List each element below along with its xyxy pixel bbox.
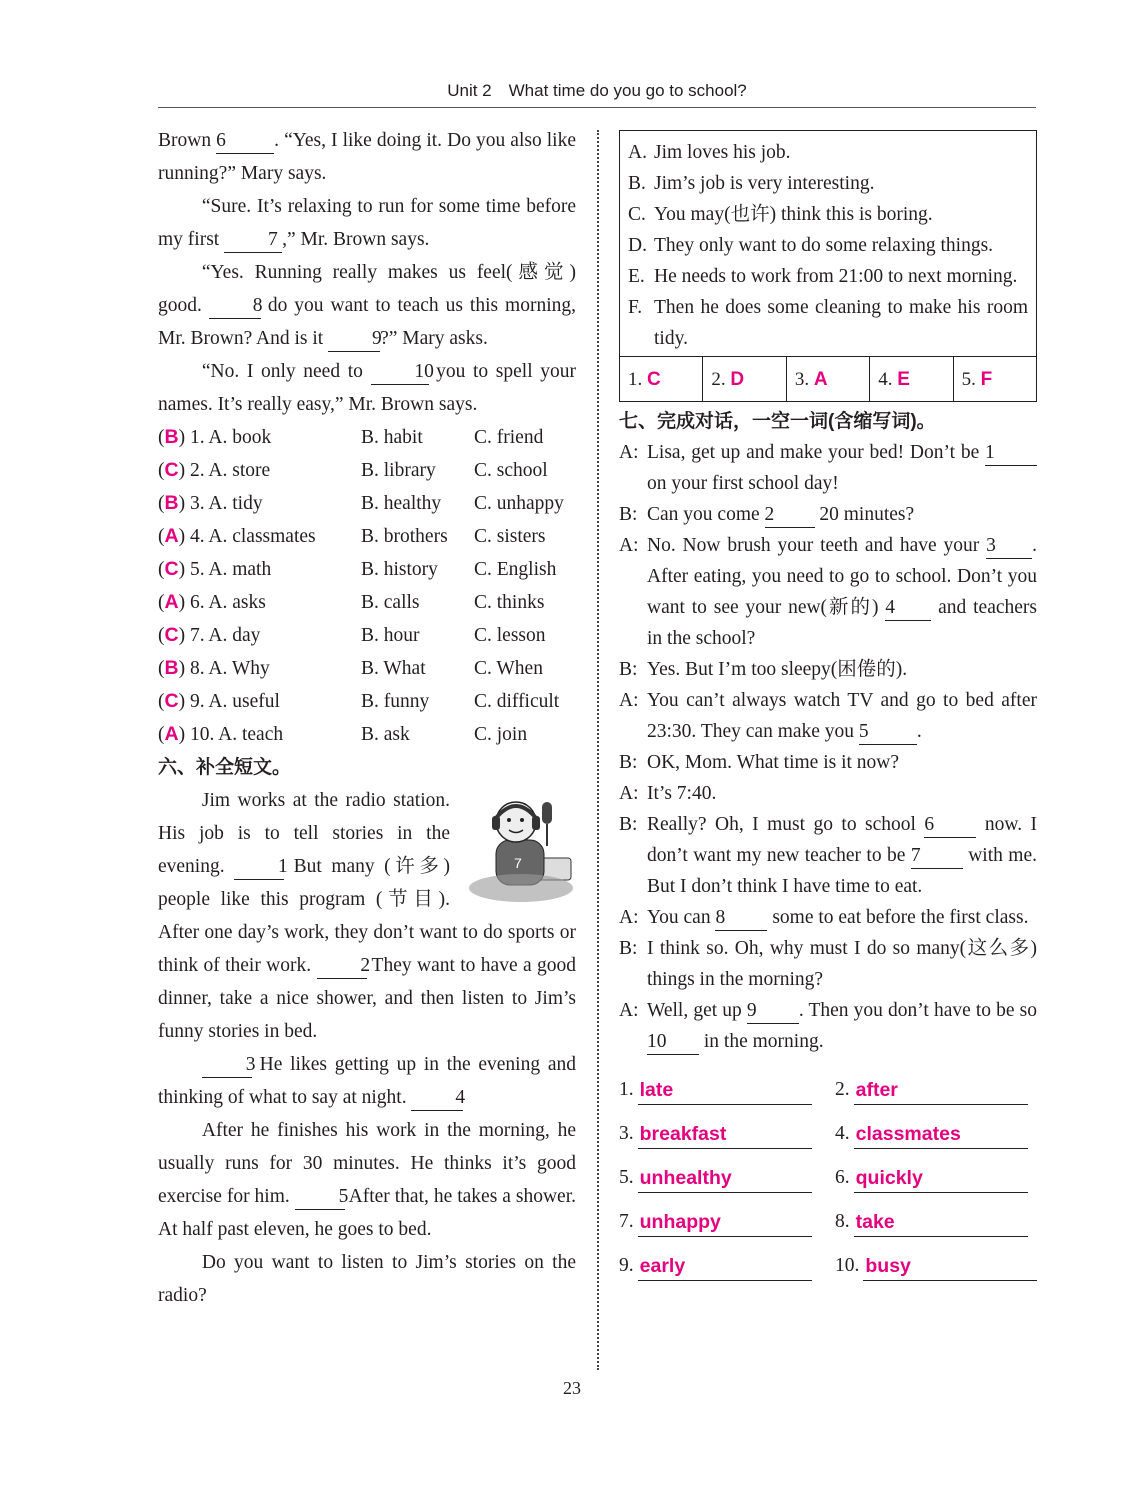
dialogue-line: A: Well, get up 9 . Then you don’t have to be so 10 in the morning. bbox=[619, 995, 1037, 1057]
answer-item: 3. breakfast bbox=[619, 1119, 835, 1149]
answer-item: 6. quickly bbox=[835, 1163, 1037, 1193]
question-row: (B) 3. A. tidy B. healthy C. unhappy bbox=[158, 492, 564, 514]
dialogue-blank-2: 2 bbox=[765, 503, 815, 528]
blank-10: 10 bbox=[371, 360, 429, 385]
passage-blank-4: 4 bbox=[411, 1086, 463, 1111]
question-row: (C) 9. A. useful B. funny C. difficult bbox=[158, 690, 560, 712]
answer-item: 9. early bbox=[619, 1251, 835, 1281]
dialogue-blank-3: 3 bbox=[986, 534, 1032, 559]
cloze-paragraph-4: “No. I only need to 10 you to spell your names. It’s really easy,” Mr. Brown says. bbox=[158, 361, 576, 415]
dialogue-line: B: I think so. Oh, why must I do so many(这么多) things in the morning? bbox=[619, 938, 1037, 990]
dialogue-blank-10: 10 bbox=[647, 1030, 699, 1055]
cloze-paragraph-3: “Yes. Running really makes us feel(感觉) good. 8 do you want to teach us this morning, Mr. Brown? And is it 9?” Mary asks. bbox=[158, 256, 576, 355]
answer-item: 1. late bbox=[619, 1075, 835, 1105]
answer-cell: 4. E bbox=[869, 357, 952, 401]
blank-9: 9 bbox=[328, 327, 380, 352]
passage-paragraph-4: Do you want to listen to Jim’s stories on the radio? bbox=[158, 1252, 576, 1306]
dialogue-line: B: OK, Mom. What time is it now? bbox=[619, 752, 900, 773]
passage-blank-1: 1 bbox=[234, 855, 284, 880]
question-row: (A) 6. A. asks B. calls C. thinks bbox=[158, 591, 545, 613]
answer-table bbox=[620, 356, 1036, 401]
passage-blank-2: 2 bbox=[317, 954, 367, 979]
passage-paragraph-2: 3 He likes getting up in the evening and thinking of what to say at night. 4 bbox=[158, 1048, 576, 1114]
cloze-paragraph-2: “Sure. It’s relaxing to run for some time before my first 7 ,” Mr. Brown says. bbox=[158, 190, 576, 256]
answer-item: 2. after bbox=[835, 1075, 1037, 1105]
question-row: (A) 4. A. classmates B. brothers C. sisters bbox=[158, 525, 546, 547]
radio-host-image bbox=[466, 788, 576, 908]
right-column bbox=[619, 130, 1037, 1281]
answer-cell: 1. C bbox=[628, 368, 661, 390]
dialogue-blank-4: 4 bbox=[885, 596, 931, 621]
blank-8: 8 bbox=[209, 294, 261, 319]
section-6-title: 六、补全短文。 bbox=[158, 757, 292, 778]
dialogue-blank-8: 8 bbox=[715, 906, 767, 931]
question-row: (C) 5. A. math B. history C. English bbox=[158, 558, 557, 580]
answer-cell: 2. D bbox=[702, 357, 785, 401]
answer-cell: 3. A bbox=[786, 357, 869, 401]
options-list bbox=[620, 131, 1036, 356]
passage-blank-5: 5 bbox=[295, 1185, 345, 1210]
dialogue-line: A: No. Now brush your teeth and have your 3 . After eating, you need to go to school. Don’t you want to see your new(新的) 4 and teachers in the school? bbox=[619, 535, 1038, 649]
dialogue-line: B: Can you come 2 20 minutes? bbox=[619, 499, 1037, 530]
passage-blank-3: 3 bbox=[202, 1053, 252, 1078]
dialogue-blank-5: 5 bbox=[859, 720, 917, 745]
answer-cell: 5. F bbox=[953, 357, 1036, 401]
option-item: F. Then he does some cleaning to make his room tidy. bbox=[628, 297, 1028, 349]
answer-item: 4. classmates bbox=[835, 1119, 1037, 1149]
passage-paragraph-1: Jim works at the radio station. His job is to tell stories in the evening. 1 But many (许多) people like this program (节目). After one day’s work, they don’t want to do sports or think of their work. 2 They want to have a good dinner, take a nice shower, and then listen to Jim’s funny stories in bed. bbox=[158, 790, 577, 1042]
dialogue-line: B: Really? Oh, I must go to school 6 now. I don’t want my new teacher to be 7 with me. But I don’t think I have time to eat. bbox=[619, 814, 1038, 897]
answer-item: 7. unhappy bbox=[619, 1207, 835, 1237]
question-row: (A) 10. A. teach B. ask C. join bbox=[158, 723, 528, 745]
page-number: 23 bbox=[563, 1378, 581, 1398]
question-row: (B) 8. A. Why B. What C. When bbox=[158, 657, 543, 679]
blank-7: 7 bbox=[224, 228, 282, 253]
cloze-questions bbox=[158, 421, 576, 751]
column-divider bbox=[597, 130, 599, 1370]
cloze-paragraph-1: Brown 6 . “Yes, I like doing it. Do you also like running?” Mary says. bbox=[158, 130, 576, 184]
answer-item: 8. take bbox=[835, 1207, 1037, 1237]
dialogue-line: A: You can’t always watch TV and go to bed after 23:30. They can make you 5 . bbox=[619, 685, 1037, 747]
dialogue-blank-7: 7 bbox=[911, 844, 963, 869]
question-row: (C) 7. A. day B. hour C. lesson bbox=[158, 624, 546, 646]
option-item: E. He needs to work from 21:00 to next morning. bbox=[628, 266, 1018, 287]
section-7-title: 七、完成对话，一空一词(含缩写词)。 bbox=[619, 411, 936, 432]
question-row: (C) 2. A. store B. library C. school bbox=[158, 459, 548, 481]
dialogue-line: A: Lisa, get up and make your bed! Don’t be 1 on your first school day! bbox=[619, 437, 1037, 499]
left-column bbox=[158, 124, 576, 1312]
passage-paragraph-3: After he finishes his work in the morning, he usually runs for 30 minutes. He thinks it’s good exercise for him. 5 After that, he takes a shower. At half past eleven, he goes to bed. bbox=[158, 1120, 576, 1240]
dialogue-line: B: Yes. But I’m too sleepy(困倦的). bbox=[619, 659, 908, 680]
page-header: Unit 2 What time do you go to school? bbox=[447, 81, 747, 100]
option-item: A. Jim loves his job. bbox=[628, 142, 791, 163]
answer-item: 10. busy bbox=[835, 1251, 1037, 1281]
dialogue-line: A: You can 8 some to eat before the first class. bbox=[619, 902, 1037, 933]
header-rule bbox=[158, 107, 1036, 108]
svg-text:7: 7 bbox=[514, 855, 522, 871]
dialogue-line: A: It’s 7:40. bbox=[619, 783, 717, 804]
radio-host-illustration bbox=[466, 788, 576, 908]
blank-6: 6 bbox=[216, 129, 274, 154]
dialogue-blank-1: 1 bbox=[985, 441, 1037, 466]
dialogue-blank-9: 9 bbox=[747, 999, 799, 1024]
dialogue-answers bbox=[619, 1075, 1037, 1281]
option-item: C. You may(也许) think this is boring. bbox=[628, 204, 933, 225]
dialogue-blank-6: 6 bbox=[924, 813, 976, 838]
option-item: B. Jim’s job is very interesting. bbox=[628, 173, 875, 194]
options-box bbox=[619, 130, 1037, 402]
question-row: (B) 1. A. book B. habit C. friend bbox=[158, 426, 544, 448]
answer-item: 5. unhealthy bbox=[619, 1163, 835, 1193]
option-item: D. They only want to do some relaxing things. bbox=[628, 235, 994, 256]
